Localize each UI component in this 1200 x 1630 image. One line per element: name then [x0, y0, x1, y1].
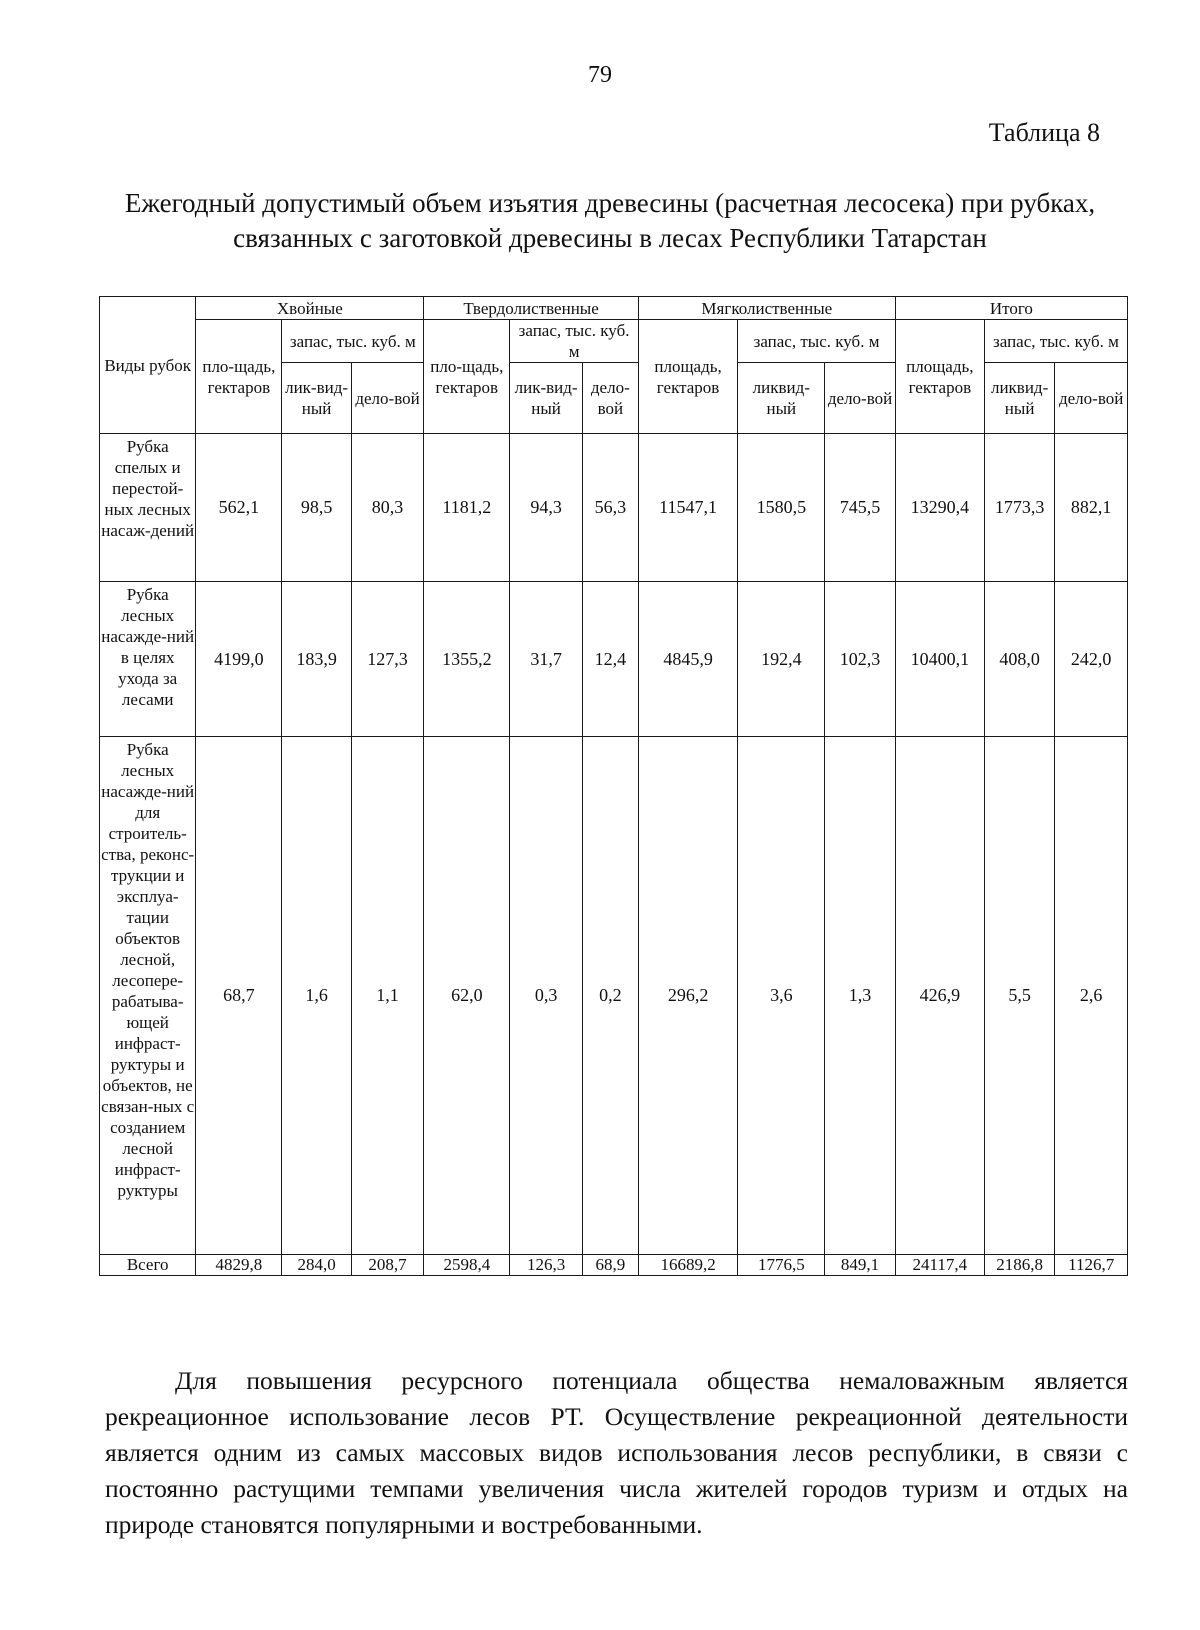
header-area: пло-щадь, гектаров [424, 320, 510, 434]
table-cell: 562,1 [196, 434, 282, 582]
header-cutting-types: Виды рубок [100, 297, 196, 434]
row-label: Рубка лесных насажде-ний для строитель-ства, реконс-трукции и эксплуа-тации объектов лесной, лесопере-рабатыва-ющей инфраст-руктуры и объектов, не связан-ных с созданием лесной инфраст-руктуры [100, 737, 196, 1255]
header-liquid: лик-вид-ный [282, 363, 351, 434]
header-group-total: Итого [895, 297, 1127, 320]
page-number: 79 [588, 62, 612, 88]
table-row-total [100, 1255, 1128, 1276]
table-title-line-2: связанных с заготовкой древесины в лесах Республики Татарстан [233, 223, 987, 253]
header-stock: запас, тыс. куб. м [510, 320, 639, 363]
header-group-softwood-deciduous: Мягколиственные [638, 297, 895, 320]
table-cell: 127,3 [351, 582, 424, 737]
header-liquid: ликвид-ный [984, 363, 1054, 434]
row-label: Рубка лесных насажде-ний в целях ухода за лесами [100, 582, 196, 737]
header-stock: запас, тыс. куб. м [282, 320, 424, 363]
header-stock: запас, тыс. куб. м [738, 320, 895, 363]
table-cell: 4199,0 [196, 582, 282, 737]
row-label: Рубка спелых и перестой-ных лесных насаж-дений [100, 434, 196, 582]
header-stock: запас, тыс. куб. м [984, 320, 1127, 363]
table-cell: 11547,1 [638, 434, 737, 582]
header-area: площадь, гектаров [638, 320, 737, 434]
table-label: Таблица 8 [988, 118, 1100, 147]
table-cell: 1,1 [351, 737, 424, 1255]
table-row [100, 582, 1128, 737]
table-cell: 10400,1 [895, 582, 984, 737]
header-business: дело-вой [582, 363, 638, 434]
table-cell: 62,0 [424, 737, 510, 1255]
table-cell: 31,7 [510, 582, 583, 737]
table-cell: 2598,4 [424, 1255, 510, 1276]
table-cell: 3,6 [738, 737, 825, 1255]
table-cell: 1773,3 [984, 434, 1054, 582]
table-cell: 242,0 [1055, 582, 1128, 737]
header-area: пло-щадь, гектаров [196, 320, 282, 434]
table-cell: 80,3 [351, 434, 424, 582]
header-group-hardwood: Твердолиственные [424, 297, 639, 320]
table-cell: 4829,8 [196, 1255, 282, 1276]
table-cell: 849,1 [825, 1255, 895, 1276]
table-cell: 426,9 [895, 737, 984, 1255]
table-row [100, 737, 1128, 1255]
table-cell: 296,2 [638, 737, 737, 1255]
header-business: дело-вой [1055, 363, 1128, 434]
table-cell: 68,7 [196, 737, 282, 1255]
header-liquid: лик-вид-ный [510, 363, 583, 434]
row-label: Всего [100, 1255, 196, 1276]
table-row [100, 434, 1128, 582]
header-area: площадь, гектаров [895, 320, 984, 434]
table-cell: 0,2 [582, 737, 638, 1255]
table-cell: 1126,7 [1055, 1255, 1128, 1276]
body-paragraph: Для повышения ресурсного потенциала общества немаловажным является рекреационное использование лесов РТ. Осуществление рекреационной деятельности является одним из самых массовых видов использования лесов республики, в связи с постоянно растущими темпами увеличения числа жителей городов туризм и отдых на природе становятся популярными и востребованными. [105, 1365, 1128, 1539]
table-cell: 1,3 [825, 737, 895, 1255]
table-cell: 102,3 [825, 582, 895, 737]
table-cell: 98,5 [282, 434, 351, 582]
header-liquid: ликвид-ный [738, 363, 825, 434]
table-cell: 882,1 [1055, 434, 1128, 582]
table-cell: 5,5 [984, 737, 1054, 1255]
table-cell: 94,3 [510, 434, 583, 582]
header-group-coniferous: Хвойные [196, 297, 424, 320]
table-cell: 1181,2 [424, 434, 510, 582]
table-cell: 16689,2 [638, 1255, 737, 1276]
table-cell: 1776,5 [738, 1255, 825, 1276]
table-cell: 408,0 [984, 582, 1054, 737]
table-title-line-1: Ежегодный допустимый объем изъятия древесины (расчетная лесосека) при рубках, [124, 188, 1096, 218]
header-business: дело-вой [825, 363, 895, 434]
table-cell: 1580,5 [738, 434, 825, 582]
table-cell: 183,9 [282, 582, 351, 737]
table-cell: 126,3 [510, 1255, 583, 1276]
table-cell: 4845,9 [638, 582, 737, 737]
table-cell: 68,9 [582, 1255, 638, 1276]
table-cell: 1355,2 [424, 582, 510, 737]
table-cell: 208,7 [351, 1255, 424, 1276]
table-cell: 192,4 [738, 582, 825, 737]
table-cell: 284,0 [282, 1255, 351, 1276]
table-cell: 2186,8 [984, 1255, 1054, 1276]
table-cell: 56,3 [582, 434, 638, 582]
header-business: дело-вой [351, 363, 424, 434]
harvest-volume-table [99, 296, 1128, 1276]
table-title [90, 186, 1130, 256]
table-cell: 745,5 [825, 434, 895, 582]
table-cell: 2,6 [1055, 737, 1128, 1255]
table-cell: 12,4 [582, 582, 638, 737]
table-cell: 24117,4 [895, 1255, 984, 1276]
table-cell: 0,3 [510, 737, 583, 1255]
table-cell: 13290,4 [895, 434, 984, 582]
table-cell: 1,6 [282, 737, 351, 1255]
